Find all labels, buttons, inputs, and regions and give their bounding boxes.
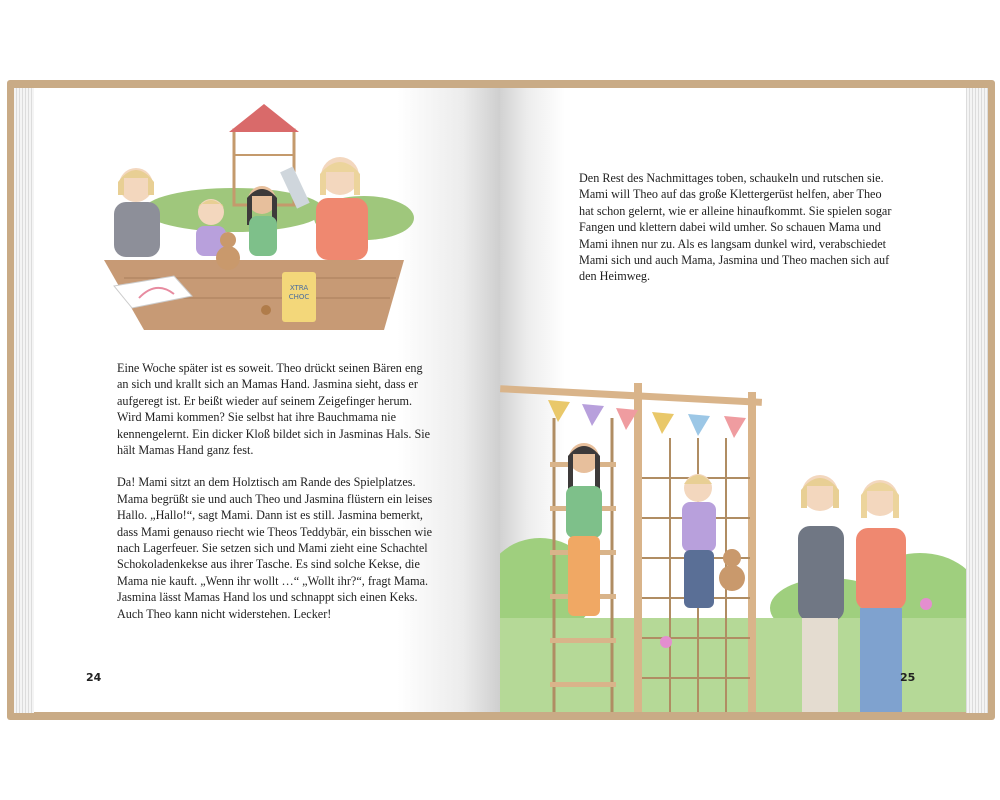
bunting-flag — [652, 412, 674, 434]
rope-ladder-rung — [550, 638, 616, 643]
flower-icon — [660, 636, 672, 648]
bunting-flag — [724, 416, 746, 438]
jasmina-body — [249, 216, 277, 256]
page-number-right: 25 — [900, 671, 916, 684]
tower-roof — [229, 104, 299, 132]
bunting-flag — [582, 404, 604, 426]
jasmina-trousers — [568, 536, 600, 616]
paragraph: Eine Woche später ist es soweit. Theo drückt seinen Bären eng an sich und krallt sich an Mamas Hand. Jasmina sieht, dass er aufgeregt ist. Er beißt wieder auf seinem Zeigefinger herum. Wird Mami kommen? Sie selbst hat ihre Bauchmama nie kennengelernt. Ein dicker Kloß bildet sich in Jasminas Hals. Sie hält Mamas Hand ganz fest. — [117, 361, 431, 458]
page-number-left: 24 — [86, 671, 102, 684]
jasmina-shirt — [566, 486, 602, 538]
svg-text:XTRA: XTRA — [289, 284, 309, 292]
rope-ladder-rung — [550, 682, 616, 687]
page-edges-right — [966, 88, 988, 713]
left-page-text — [117, 360, 437, 638]
theo-shirt — [682, 502, 716, 552]
paragraph: Da! Mami sitzt an dem Holztisch am Rande des Spielplatzes. Mama begrüßt sie und auch Theo und Jasmina flüstern ein leises Hallo. „Hallo!“, sagt Mami. Dann ist es still. Jasmina bemerkt, dass Mami genauso riecht wie Theos Teddybär, ein bisschen wie nach Lagerfeuer. Sie setzen sich und Mami zieht eine Schachtel Schokoladenkekse aus ihrer Tasche. Es sind solche Kekse, die Mama nie kauft. „Wenn ihr wollt …“ „Wollt ihr?“, fragt Mama. Jasmina lässt Mamas Hand los und schnappt sich einen Keks. Auch Theo kann nicht widerstehen. Lecker! — [117, 475, 433, 621]
bunting-flag — [688, 414, 710, 436]
climbing-frame-post — [634, 383, 642, 712]
bunting-flag — [548, 400, 570, 422]
mama-shirt — [856, 528, 906, 610]
right-page-text — [579, 170, 899, 301]
flower-icon — [920, 598, 932, 610]
picnic-table-illustration — [84, 100, 414, 340]
playground-illustration — [500, 378, 966, 712]
theo-trousers — [684, 550, 714, 608]
mami-legs — [802, 618, 838, 712]
cookie-icon — [261, 305, 271, 315]
left-page — [34, 88, 500, 712]
teddy-bear-icon — [216, 246, 240, 270]
mami-body — [114, 202, 160, 257]
mama-jeans — [860, 608, 902, 712]
mama-body — [316, 198, 368, 260]
paragraph: Den Rest des Nachmittages toben, schaukeln und rutschen sie. Mami will Theo auf das große Klettergerüst helfen, aber Theo hat schon gelernt, wie er alleine hinaufkommt. Sie spielen sogar Fangen und klettern dabei wild umher. So schauen Mama und Mami ihnen nur zu. Als es langsam dunkel wird, verabschiedet Mami sich und auch Mama, Jasmina und Theo machen sich auf den Heimweg. — [579, 171, 892, 284]
page-edges-left — [14, 88, 34, 713]
right-page — [500, 88, 966, 712]
teddy-bear-icon — [719, 565, 745, 591]
climbing-frame-beam — [500, 385, 762, 406]
svg-text:CHOC: CHOC — [288, 293, 310, 301]
mami-body — [798, 526, 844, 621]
climbing-frame-post — [748, 392, 756, 712]
